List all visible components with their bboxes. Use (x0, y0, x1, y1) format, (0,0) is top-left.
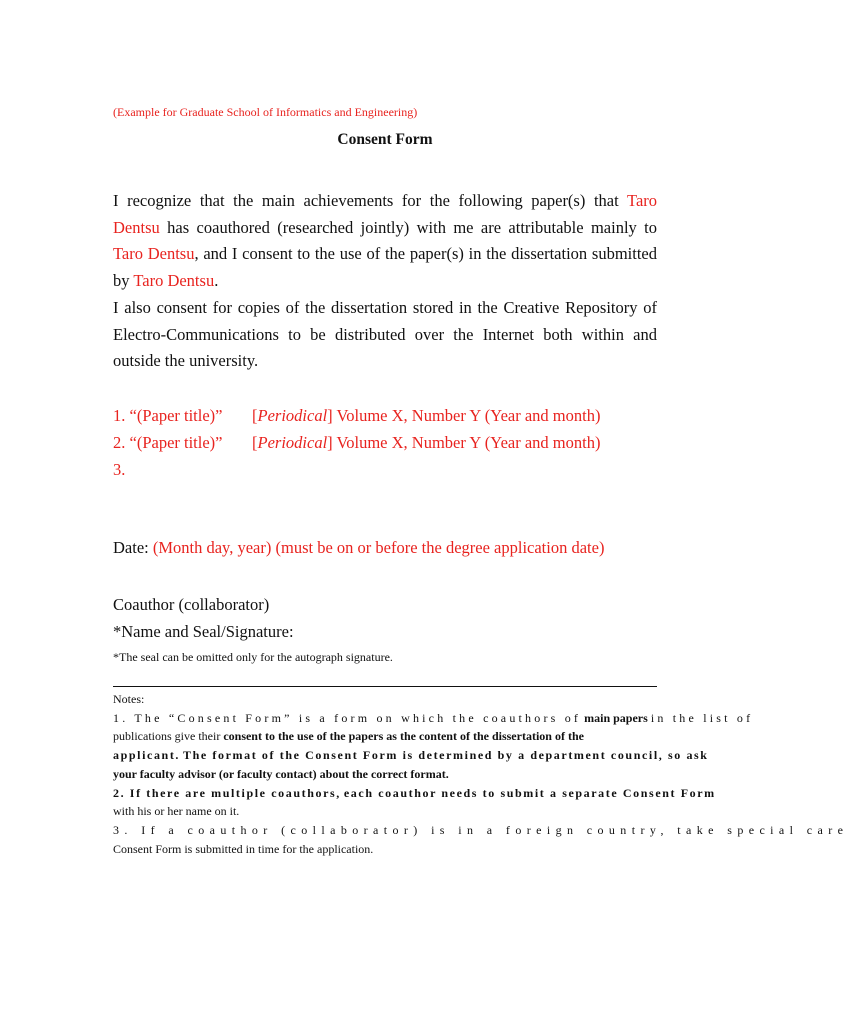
note-3-line-1: 3. If a coauthor (collaborator) is in a foreign country, take special care (113, 822, 848, 837)
statement-text-d: . (214, 271, 219, 291)
date-label: Date: (113, 538, 149, 557)
note-2-line-2: with his or her name on it. (113, 804, 240, 819)
statement-text-a: I recognize that the main achievements for the following paper(s) that (113, 191, 619, 210)
name-seal-label: *Name and Seal/Signature: (113, 622, 294, 641)
page-title: Consent Form (337, 131, 433, 148)
statement-paragraph-2: I also consent for copies of the dissertation stored in the Creative Repository of Electro-Communications to be distributed over the Internet both within and outside the university. (113, 298, 657, 371)
example-note: (Example for Graduate School of Informatics and Engineering) (113, 105, 418, 119)
applicant-name: Taro Dentsu (113, 244, 195, 264)
note-2-line-1: 2. If there are multiple coauthors, each coauthor needs to submit a separate Consent Form (113, 785, 716, 800)
paper-periodical: [Periodical] Volume X, Number Y (Year and month) (252, 433, 601, 452)
date-line (113, 538, 604, 558)
note-1-line-1: 1. The “Consent Form” is a form on which the coauthors of main papers in the list of (113, 710, 754, 725)
note-3-line-2: Consent Form is submitted in time for the application. (113, 841, 374, 856)
seal-note: *The seal can be omitted only for the autograph signature. (113, 650, 393, 664)
date-value: (Month day, year) (must be on or before the degree application date) (152, 538, 605, 557)
notes-heading: Notes: (113, 692, 145, 706)
statement-text-b: has coauthored (researched jointly) with me are attributable mainly to (167, 217, 658, 237)
paper-title: 2. “(Paper title)” (113, 433, 223, 452)
note-1-line-2: publications give their consent to the use of the papers as the content of the dissertation of the (113, 729, 584, 744)
notes-section (113, 690, 848, 858)
applicant-name: Taro Dentsu (133, 271, 215, 291)
statement-text-c: , and I consent to the use of the paper(s) in the dissertation submitted by (113, 244, 657, 291)
paper-title: 1. “(Paper title)” (113, 406, 223, 425)
statement-paragraph-1 (113, 188, 657, 295)
paper-number: 3. (113, 460, 126, 479)
applicant-name: Taro Dentsu (113, 191, 658, 237)
note-1-line-4: your faculty advisor (or faculty contact) about the correct format. (113, 766, 449, 781)
coauthor-block (113, 591, 294, 645)
divider (113, 686, 657, 687)
note-1-line-3: applicant. The format of the Consent Form is determined by a department council, so ask (113, 748, 709, 763)
paper-periodical: [Periodical] Volume X, Number Y (Year and month) (252, 406, 601, 425)
coauthor-heading: Coauthor (collaborator) (113, 595, 270, 614)
